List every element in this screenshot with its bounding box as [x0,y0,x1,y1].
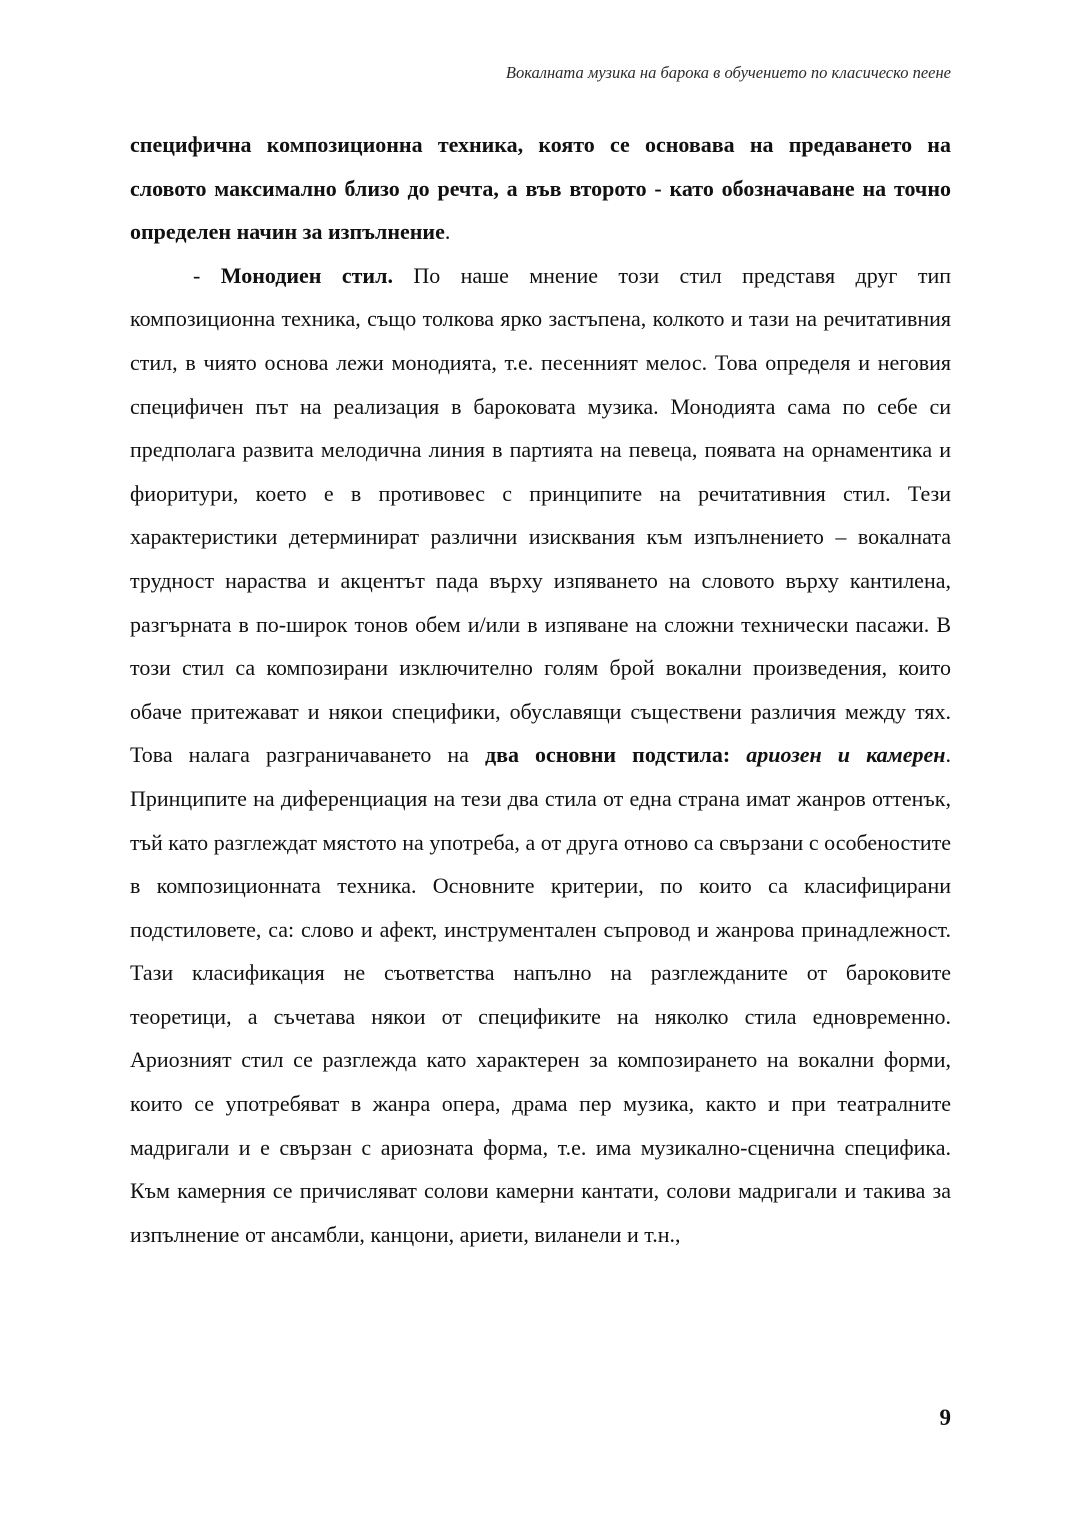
bold-phrase: два основни подстила: [484,742,747,768]
section-heading: Монодиен стил. [220,262,393,288]
running-header: Вокалната музика на барока в обучението по класическо пеене [505,63,951,82]
body-text [130,123,951,1256]
paragraph-monodic-style [130,254,951,1257]
bold-italic-phrase: ариозен и камерен [746,742,946,768]
paragraph-text-continued: . Принципите на диференциация на тези два стила от една страна имат жанров оттенък, тъй като разглеждат мястото на употреба, а от друга отново са свързани с особеностите в композиционната техника. Основните критерии, по които са класифицирани подстиловете, са: слово и афект, инструментален съпровод и жанрова принадлежност. Тази класификация не съответства напълно на разглежданите от бароковите теоретици, а съчетава някои от спецификите на няколко стила едновременно. Ариозният стил се разглежда като характерен за композирането на вокални форми, които се употребяват в жанра опера, драма пер музика, както и при театралните мадригали и е свързан с ариозната форма, т.е. има музикално-сценична специфика. Към камерния се причисляват солови камерни кантати, солови мадригали и такива за изпълнение от ансамбли, канцони, ариети, виланели и т.н., [130,742,951,1247]
bold-text: специфична композиционна техника, която се основава на предаването на словото максимално близо до речта, а във второто - като обозначаване на точно определен начин за изпълнение [130,132,951,245]
list-dash: - [193,262,221,288]
paragraph-text: По наше мнение този стил представя друг тип композиционна техника, също толкова ярко застъпена, колкото и тази на речитативния стил, в чиято основа лежи монодията, т.е. песенният мелос. Това определя и неговия специфичен път на реализация в бароковата музика. Монодията сама по себе си предполага развита мелодична линия в партията на певеца, появата на орнаментика и фиоритури, което е в противовес с принципите на речитативния стил. Тези характеристики детерминират различни изисквания към изпълнението – вокалната трудност нараства и акцентът пада върху изпяването на словото върху кантилена, разгърната в по-широк тонов обем и/или в изпяване на сложни технически пасажи. В този стил са композирани изключително голям брой вокални произведения, които обаче притежават и някои специфики, обуславящи съществени различия между тях. Това налага разграничаването на [130,262,951,768]
paragraph-continuation [130,123,951,254]
trailing-period: . [444,219,451,245]
page-number: 9 [939,1405,951,1430]
